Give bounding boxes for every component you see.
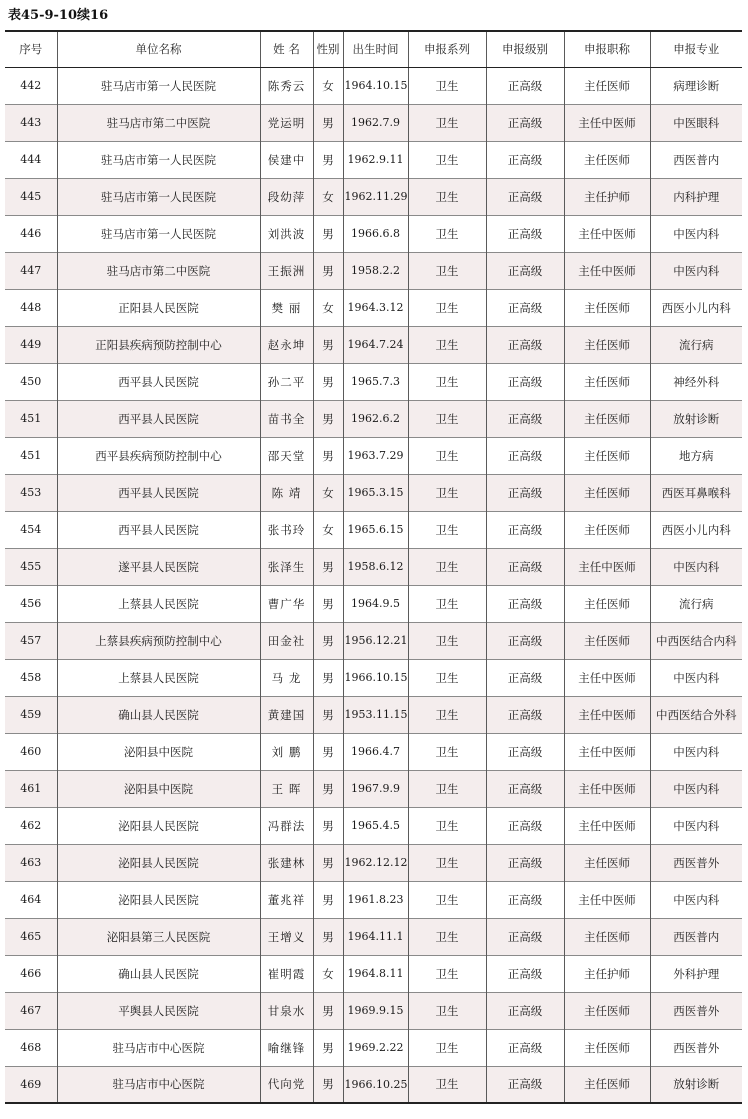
cell-title: 主任中医师 bbox=[564, 881, 650, 918]
cell-unit: 平舆县人民医院 bbox=[57, 992, 260, 1029]
header-row bbox=[5, 31, 742, 67]
cell-unit: 泌阳县人民医院 bbox=[57, 844, 260, 881]
cell-series: 卫生 bbox=[408, 659, 486, 696]
header-name: 姓 名 bbox=[260, 31, 313, 67]
table-row bbox=[5, 992, 742, 1029]
cell-unit: 遂平县人民医院 bbox=[57, 548, 260, 585]
cell-birth-date: 1966.10.25 bbox=[343, 1066, 408, 1103]
cell-unit: 泌阳县人民医院 bbox=[57, 807, 260, 844]
cell-birth-date: 1969.2.22 bbox=[343, 1029, 408, 1066]
cell-gender: 男 bbox=[313, 548, 343, 585]
cell-name: 陈 靖 bbox=[260, 474, 313, 511]
table-row bbox=[5, 696, 742, 733]
cell-series: 卫生 bbox=[408, 992, 486, 1029]
cell-unit: 确山县人民医院 bbox=[57, 696, 260, 733]
personnel-table bbox=[5, 30, 742, 1104]
cell-series: 卫生 bbox=[408, 733, 486, 770]
cell-name: 黄建国 bbox=[260, 696, 313, 733]
cell-index: 461 bbox=[5, 770, 57, 807]
table-row bbox=[5, 178, 742, 215]
cell-title: 主任中医师 bbox=[564, 215, 650, 252]
cell-index: 451 bbox=[5, 437, 57, 474]
cell-unit: 驻马店市中心医院 bbox=[57, 1066, 260, 1103]
cell-index: 451 bbox=[5, 400, 57, 437]
cell-birth-date: 1962.6.2 bbox=[343, 400, 408, 437]
table-row bbox=[5, 881, 742, 918]
cell-unit: 西平县人民医院 bbox=[57, 400, 260, 437]
cell-unit: 西平县疾病预防控制中心 bbox=[57, 437, 260, 474]
cell-title: 主任医师 bbox=[564, 992, 650, 1029]
cell-name: 董兆祥 bbox=[260, 881, 313, 918]
cell-level: 正高级 bbox=[486, 548, 564, 585]
cell-gender: 男 bbox=[313, 881, 343, 918]
cell-level: 正高级 bbox=[486, 400, 564, 437]
cell-name: 王增义 bbox=[260, 918, 313, 955]
cell-level: 正高级 bbox=[486, 733, 564, 770]
table-row bbox=[5, 437, 742, 474]
cell-gender: 男 bbox=[313, 1066, 343, 1103]
cell-level: 正高级 bbox=[486, 844, 564, 881]
cell-specialty: 中医内科 bbox=[650, 770, 742, 807]
cell-index: 468 bbox=[5, 1029, 57, 1066]
cell-level: 正高级 bbox=[486, 289, 564, 326]
cell-unit: 西平县人民医院 bbox=[57, 511, 260, 548]
personnel-table-container bbox=[5, 30, 742, 1104]
cell-birth-date: 1962.9.11 bbox=[343, 141, 408, 178]
cell-title: 主任中医师 bbox=[564, 252, 650, 289]
cell-birth-date: 1964.7.24 bbox=[343, 326, 408, 363]
cell-unit: 驻马店市第二中医院 bbox=[57, 104, 260, 141]
cell-name: 樊 丽 bbox=[260, 289, 313, 326]
cell-title: 主任医师 bbox=[564, 1066, 650, 1103]
table-row bbox=[5, 326, 742, 363]
cell-name: 张建林 bbox=[260, 844, 313, 881]
cell-gender: 女 bbox=[313, 955, 343, 992]
cell-title: 主任医师 bbox=[564, 141, 650, 178]
cell-gender: 男 bbox=[313, 696, 343, 733]
cell-unit: 正阳县疾病预防控制中心 bbox=[57, 326, 260, 363]
cell-series: 卫生 bbox=[408, 585, 486, 622]
cell-birth-date: 1963.7.29 bbox=[343, 437, 408, 474]
cell-index: 457 bbox=[5, 622, 57, 659]
cell-title: 主任医师 bbox=[564, 844, 650, 881]
header-title: 申报职称 bbox=[564, 31, 650, 67]
table-header bbox=[5, 31, 742, 67]
cell-specialty: 西医普外 bbox=[650, 1029, 742, 1066]
cell-level: 正高级 bbox=[486, 955, 564, 992]
table-row bbox=[5, 770, 742, 807]
cell-specialty: 西医普外 bbox=[650, 844, 742, 881]
cell-title: 主任医师 bbox=[564, 326, 650, 363]
cell-gender: 男 bbox=[313, 770, 343, 807]
cell-name: 赵永坤 bbox=[260, 326, 313, 363]
cell-specialty: 流行病 bbox=[650, 326, 742, 363]
cell-specialty: 西医耳鼻喉科 bbox=[650, 474, 742, 511]
cell-index: 469 bbox=[5, 1066, 57, 1103]
cell-gender: 男 bbox=[313, 918, 343, 955]
cell-level: 正高级 bbox=[486, 67, 564, 104]
cell-title: 主任医师 bbox=[564, 437, 650, 474]
cell-specialty: 中医内科 bbox=[650, 733, 742, 770]
table-row bbox=[5, 141, 742, 178]
table-row bbox=[5, 252, 742, 289]
cell-series: 卫生 bbox=[408, 400, 486, 437]
cell-index: 465 bbox=[5, 918, 57, 955]
cell-specialty: 西医小儿内科 bbox=[650, 289, 742, 326]
cell-birth-date: 1958.2.2 bbox=[343, 252, 408, 289]
cell-level: 正高级 bbox=[486, 437, 564, 474]
cell-name: 喻继锋 bbox=[260, 1029, 313, 1066]
cell-series: 卫生 bbox=[408, 955, 486, 992]
cell-series: 卫生 bbox=[408, 622, 486, 659]
cell-index: 444 bbox=[5, 141, 57, 178]
cell-series: 卫生 bbox=[408, 178, 486, 215]
cell-title: 主任医师 bbox=[564, 918, 650, 955]
cell-level: 正高级 bbox=[486, 585, 564, 622]
cell-index: 454 bbox=[5, 511, 57, 548]
cell-gender: 男 bbox=[313, 252, 343, 289]
cell-series: 卫生 bbox=[408, 918, 486, 955]
cell-gender: 男 bbox=[313, 400, 343, 437]
table-row bbox=[5, 733, 742, 770]
cell-level: 正高级 bbox=[486, 1029, 564, 1066]
cell-gender: 男 bbox=[313, 104, 343, 141]
cell-gender: 男 bbox=[313, 622, 343, 659]
table-row bbox=[5, 511, 742, 548]
cell-specialty: 流行病 bbox=[650, 585, 742, 622]
cell-unit: 上蔡县疾病预防控制中心 bbox=[57, 622, 260, 659]
cell-series: 卫生 bbox=[408, 1029, 486, 1066]
cell-birth-date: 1964.11.1 bbox=[343, 918, 408, 955]
table-row bbox=[5, 1029, 742, 1066]
cell-level: 正高级 bbox=[486, 696, 564, 733]
cell-title: 主任中医师 bbox=[564, 770, 650, 807]
cell-birth-date: 1958.6.12 bbox=[343, 548, 408, 585]
cell-name: 张泽生 bbox=[260, 548, 313, 585]
cell-gender: 女 bbox=[313, 511, 343, 548]
header-index: 序号 bbox=[5, 31, 57, 67]
cell-unit: 泌阳县人民医院 bbox=[57, 881, 260, 918]
cell-unit: 西平县人民医院 bbox=[57, 363, 260, 400]
cell-series: 卫生 bbox=[408, 326, 486, 363]
cell-specialty: 神经外科 bbox=[650, 363, 742, 400]
cell-level: 正高级 bbox=[486, 1066, 564, 1103]
cell-title: 主任医师 bbox=[564, 67, 650, 104]
table-caption: 表45-9-10续16 bbox=[8, 8, 109, 23]
cell-level: 正高级 bbox=[486, 511, 564, 548]
cell-specialty: 外科护理 bbox=[650, 955, 742, 992]
table-row bbox=[5, 807, 742, 844]
cell-specialty: 西医普外 bbox=[650, 992, 742, 1029]
header-series: 申报系列 bbox=[408, 31, 486, 67]
cell-index: 460 bbox=[5, 733, 57, 770]
cell-gender: 男 bbox=[313, 326, 343, 363]
cell-birth-date: 1953.11.15 bbox=[343, 696, 408, 733]
cell-series: 卫生 bbox=[408, 807, 486, 844]
table-row bbox=[5, 67, 742, 104]
cell-birth-date: 1964.3.12 bbox=[343, 289, 408, 326]
cell-birth-date: 1962.12.12 bbox=[343, 844, 408, 881]
cell-series: 卫生 bbox=[408, 363, 486, 400]
cell-birth-date: 1965.6.15 bbox=[343, 511, 408, 548]
cell-level: 正高级 bbox=[486, 881, 564, 918]
table-row bbox=[5, 548, 742, 585]
cell-name: 甘泉水 bbox=[260, 992, 313, 1029]
cell-unit: 驻马店市第一人民医院 bbox=[57, 178, 260, 215]
cell-birth-date: 1966.10.15 bbox=[343, 659, 408, 696]
cell-name: 邵天堂 bbox=[260, 437, 313, 474]
cell-specialty: 地方病 bbox=[650, 437, 742, 474]
table-row bbox=[5, 659, 742, 696]
cell-birth-date: 1964.9.5 bbox=[343, 585, 408, 622]
cell-birth-date: 1962.11.29 bbox=[343, 178, 408, 215]
table-row bbox=[5, 215, 742, 252]
cell-title: 主任医师 bbox=[564, 363, 650, 400]
cell-series: 卫生 bbox=[408, 215, 486, 252]
table-row bbox=[5, 585, 742, 622]
cell-gender: 男 bbox=[313, 437, 343, 474]
cell-title: 主任护师 bbox=[564, 955, 650, 992]
cell-specialty: 中医内科 bbox=[650, 881, 742, 918]
cell-name: 王振洲 bbox=[260, 252, 313, 289]
table-row bbox=[5, 400, 742, 437]
cell-name: 孙二平 bbox=[260, 363, 313, 400]
header-birth-date: 出生时间 bbox=[343, 31, 408, 67]
cell-title: 主任护师 bbox=[564, 178, 650, 215]
cell-gender: 男 bbox=[313, 844, 343, 881]
cell-birth-date: 1961.8.23 bbox=[343, 881, 408, 918]
cell-index: 453 bbox=[5, 474, 57, 511]
table-row bbox=[5, 955, 742, 992]
cell-specialty: 内科护理 bbox=[650, 178, 742, 215]
cell-gender: 女 bbox=[313, 67, 343, 104]
cell-unit: 驻马店市第一人民医院 bbox=[57, 215, 260, 252]
cell-name: 侯建中 bbox=[260, 141, 313, 178]
cell-gender: 男 bbox=[313, 1029, 343, 1066]
cell-level: 正高级 bbox=[486, 141, 564, 178]
cell-level: 正高级 bbox=[486, 659, 564, 696]
cell-series: 卫生 bbox=[408, 474, 486, 511]
cell-title: 主任中医师 bbox=[564, 696, 650, 733]
cell-unit: 驻马店市第一人民医院 bbox=[57, 141, 260, 178]
cell-title: 主任中医师 bbox=[564, 104, 650, 141]
cell-index: 459 bbox=[5, 696, 57, 733]
cell-level: 正高级 bbox=[486, 918, 564, 955]
cell-index: 442 bbox=[5, 67, 57, 104]
cell-level: 正高级 bbox=[486, 363, 564, 400]
cell-specialty: 中医内科 bbox=[650, 548, 742, 585]
cell-name: 曹广华 bbox=[260, 585, 313, 622]
cell-index: 446 bbox=[5, 215, 57, 252]
cell-birth-date: 1969.9.15 bbox=[343, 992, 408, 1029]
cell-series: 卫生 bbox=[408, 104, 486, 141]
cell-index: 463 bbox=[5, 844, 57, 881]
cell-name: 崔明霞 bbox=[260, 955, 313, 992]
cell-level: 正高级 bbox=[486, 252, 564, 289]
cell-specialty: 中医内科 bbox=[650, 807, 742, 844]
cell-level: 正高级 bbox=[486, 215, 564, 252]
cell-unit: 西平县人民医院 bbox=[57, 474, 260, 511]
cell-birth-date: 1962.7.9 bbox=[343, 104, 408, 141]
cell-name: 苗书全 bbox=[260, 400, 313, 437]
cell-name: 冯群法 bbox=[260, 807, 313, 844]
table-row bbox=[5, 1066, 742, 1103]
table-row bbox=[5, 622, 742, 659]
cell-specialty: 中医内科 bbox=[650, 252, 742, 289]
cell-specialty: 西医普内 bbox=[650, 918, 742, 955]
table-row bbox=[5, 474, 742, 511]
cell-unit: 上蔡县人民医院 bbox=[57, 585, 260, 622]
table-body bbox=[5, 67, 742, 1103]
cell-title: 主任中医师 bbox=[564, 548, 650, 585]
cell-specialty: 西医小儿内科 bbox=[650, 511, 742, 548]
cell-gender: 女 bbox=[313, 474, 343, 511]
cell-specialty: 中西医结合内科 bbox=[650, 622, 742, 659]
cell-unit: 确山县人民医院 bbox=[57, 955, 260, 992]
cell-unit: 泌阳县中医院 bbox=[57, 770, 260, 807]
cell-index: 447 bbox=[5, 252, 57, 289]
header-specialty: 申报专业 bbox=[650, 31, 742, 67]
cell-birth-date: 1966.4.7 bbox=[343, 733, 408, 770]
cell-title: 主任中医师 bbox=[564, 659, 650, 696]
cell-name: 陈秀云 bbox=[260, 67, 313, 104]
cell-series: 卫生 bbox=[408, 511, 486, 548]
cell-specialty: 西医普内 bbox=[650, 141, 742, 178]
cell-birth-date: 1965.4.5 bbox=[343, 807, 408, 844]
cell-series: 卫生 bbox=[408, 548, 486, 585]
cell-specialty: 中医内科 bbox=[650, 659, 742, 696]
cell-level: 正高级 bbox=[486, 992, 564, 1029]
cell-specialty: 病理诊断 bbox=[650, 67, 742, 104]
cell-birth-date: 1956.12.21 bbox=[343, 622, 408, 659]
cell-title: 主任中医师 bbox=[564, 733, 650, 770]
header-gender: 性别 bbox=[313, 31, 343, 67]
cell-gender: 男 bbox=[313, 363, 343, 400]
cell-level: 正高级 bbox=[486, 622, 564, 659]
cell-series: 卫生 bbox=[408, 437, 486, 474]
cell-title: 主任医师 bbox=[564, 289, 650, 326]
cell-index: 456 bbox=[5, 585, 57, 622]
cell-name: 刘洪波 bbox=[260, 215, 313, 252]
cell-unit: 泌阳县中医院 bbox=[57, 733, 260, 770]
cell-title: 主任医师 bbox=[564, 400, 650, 437]
cell-gender: 女 bbox=[313, 178, 343, 215]
cell-title: 主任医师 bbox=[564, 622, 650, 659]
cell-specialty: 中西医结合外科 bbox=[650, 696, 742, 733]
cell-birth-date: 1964.10.15 bbox=[343, 67, 408, 104]
cell-level: 正高级 bbox=[486, 770, 564, 807]
cell-series: 卫生 bbox=[408, 881, 486, 918]
cell-name: 刘 鹏 bbox=[260, 733, 313, 770]
cell-series: 卫生 bbox=[408, 770, 486, 807]
table-row bbox=[5, 918, 742, 955]
cell-gender: 男 bbox=[313, 992, 343, 1029]
cell-unit: 上蔡县人民医院 bbox=[57, 659, 260, 696]
cell-index: 445 bbox=[5, 178, 57, 215]
cell-index: 443 bbox=[5, 104, 57, 141]
cell-birth-date: 1966.6.8 bbox=[343, 215, 408, 252]
cell-specialty: 放射诊断 bbox=[650, 1066, 742, 1103]
cell-series: 卫生 bbox=[408, 252, 486, 289]
cell-index: 455 bbox=[5, 548, 57, 585]
cell-specialty: 中医内科 bbox=[650, 215, 742, 252]
cell-name: 王 晖 bbox=[260, 770, 313, 807]
cell-birth-date: 1965.7.3 bbox=[343, 363, 408, 400]
cell-specialty: 放射诊断 bbox=[650, 400, 742, 437]
cell-name: 马 龙 bbox=[260, 659, 313, 696]
cell-specialty: 中医眼科 bbox=[650, 104, 742, 141]
cell-birth-date: 1964.8.11 bbox=[343, 955, 408, 992]
cell-series: 卫生 bbox=[408, 1066, 486, 1103]
cell-unit: 驻马店市中心医院 bbox=[57, 1029, 260, 1066]
cell-level: 正高级 bbox=[486, 326, 564, 363]
header-level: 申报级别 bbox=[486, 31, 564, 67]
cell-level: 正高级 bbox=[486, 474, 564, 511]
cell-gender: 男 bbox=[313, 733, 343, 770]
cell-index: 464 bbox=[5, 881, 57, 918]
cell-series: 卫生 bbox=[408, 141, 486, 178]
table-row bbox=[5, 844, 742, 881]
cell-index: 458 bbox=[5, 659, 57, 696]
cell-birth-date: 1967.9.9 bbox=[343, 770, 408, 807]
cell-index: 450 bbox=[5, 363, 57, 400]
cell-gender: 女 bbox=[313, 289, 343, 326]
cell-gender: 男 bbox=[313, 141, 343, 178]
cell-series: 卫生 bbox=[408, 67, 486, 104]
cell-name: 张书玲 bbox=[260, 511, 313, 548]
cell-title: 主任医师 bbox=[564, 511, 650, 548]
cell-name: 段幼萍 bbox=[260, 178, 313, 215]
cell-unit: 驻马店市第一人民医院 bbox=[57, 67, 260, 104]
table-row bbox=[5, 104, 742, 141]
cell-unit: 驻马店市第二中医院 bbox=[57, 252, 260, 289]
cell-index: 448 bbox=[5, 289, 57, 326]
cell-birth-date: 1965.3.15 bbox=[343, 474, 408, 511]
cell-index: 449 bbox=[5, 326, 57, 363]
cell-title: 主任医师 bbox=[564, 474, 650, 511]
cell-gender: 男 bbox=[313, 585, 343, 622]
header-unit: 单位名称 bbox=[57, 31, 260, 67]
cell-index: 462 bbox=[5, 807, 57, 844]
cell-name: 代向党 bbox=[260, 1066, 313, 1103]
cell-series: 卫生 bbox=[408, 289, 486, 326]
table-row bbox=[5, 363, 742, 400]
table-row bbox=[5, 289, 742, 326]
cell-name: 党运明 bbox=[260, 104, 313, 141]
cell-title: 主任医师 bbox=[564, 1029, 650, 1066]
cell-unit: 正阳县人民医院 bbox=[57, 289, 260, 326]
cell-unit: 泌阳县第三人民医院 bbox=[57, 918, 260, 955]
cell-title: 主任医师 bbox=[564, 585, 650, 622]
cell-index: 467 bbox=[5, 992, 57, 1029]
cell-series: 卫生 bbox=[408, 844, 486, 881]
cell-level: 正高级 bbox=[486, 104, 564, 141]
cell-level: 正高级 bbox=[486, 178, 564, 215]
cell-level: 正高级 bbox=[486, 807, 564, 844]
cell-title: 主任中医师 bbox=[564, 807, 650, 844]
cell-index: 466 bbox=[5, 955, 57, 992]
cell-gender: 男 bbox=[313, 807, 343, 844]
cell-gender: 男 bbox=[313, 659, 343, 696]
cell-name: 田金社 bbox=[260, 622, 313, 659]
cell-series: 卫生 bbox=[408, 696, 486, 733]
cell-gender: 男 bbox=[313, 215, 343, 252]
